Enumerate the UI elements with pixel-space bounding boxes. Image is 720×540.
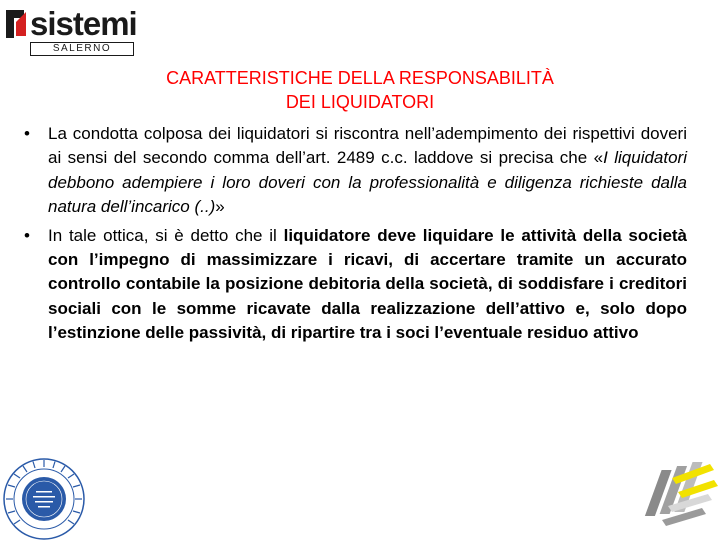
stacked-bars-logo-icon bbox=[632, 458, 718, 534]
bullet-marker: • bbox=[24, 225, 30, 245]
logo-subword: SALERNO bbox=[30, 42, 134, 56]
sistemi-logo-icon bbox=[2, 6, 32, 42]
bullet-1-text-b: » bbox=[215, 197, 225, 217]
bullet-1-quote: I liquidatori debbono adempiere i loro doveri con la professionalità e diligenza richieste dalla natura dell’incarico (..) bbox=[48, 148, 687, 217]
bullet-item-1 bbox=[20, 122, 687, 220]
logo-word: sistemi bbox=[30, 5, 137, 42]
bullet-item-2 bbox=[20, 224, 687, 346]
bullet-2-bold: liquidatore deve liquidare le attività della società con l’impegno di massimizzare i ricavi, di accertare tramite un accurato controllo contabile la posizione debitoria della società, di soddisfare i creditori sociali con le somme ricavate dalla realizzazione dell’attivo e, solo dopo l’estinzione delle passività, di ripartire tra i soci l’eventuale residuo attivo bbox=[48, 225, 688, 343]
sistemi-logo bbox=[2, 4, 136, 58]
slide-title bbox=[60, 66, 660, 114]
bullet-2-text-a: In tale ottica, si è detto che il bbox=[48, 225, 284, 245]
bullet-list bbox=[20, 122, 687, 346]
title-line-1: CARATTERISTICHE DELLA RESPONSABILITÀ bbox=[166, 68, 554, 88]
title-line-2: DEI LIQUIDATORI bbox=[285, 92, 435, 112]
bullet-1-text-a: La condotta colposa dei liquidatori si riscontra nell’adempimento dei rispettivi doveri ai sensi del secondo comma dell’art. 2489 c.c. laddove si precisa che « bbox=[48, 124, 687, 168]
professional-order-seal-icon bbox=[0, 455, 88, 540]
bullet-marker: • bbox=[24, 124, 30, 143]
bullet-text-1 bbox=[48, 122, 687, 220]
bullet-text-2 bbox=[48, 224, 687, 346]
